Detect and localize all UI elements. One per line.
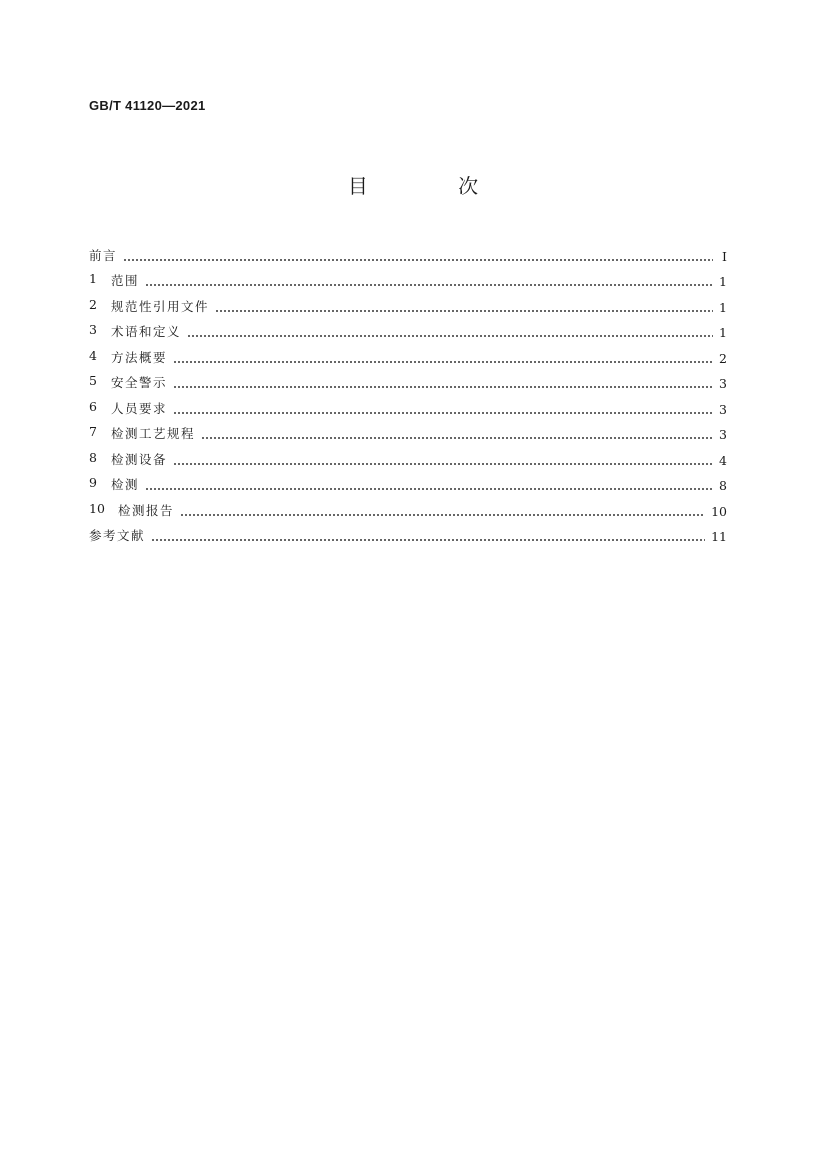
toc-entry-page: Ⅰ: [722, 248, 727, 264]
toc-entry[interactable]: [89, 442, 727, 468]
toc-entry-label: [89, 271, 139, 289]
toc-entry-label: [89, 475, 139, 493]
toc-entry-label: [89, 450, 167, 468]
toc-entry-number: 9: [89, 475, 97, 490]
toc-entry[interactable]: [89, 519, 727, 545]
toc-entry-number: 10: [89, 500, 105, 516]
toc-entry-label: [89, 501, 174, 519]
toc-entry-page: 1: [719, 274, 727, 289]
toc-entry-text: 规范性引用文件: [111, 298, 210, 314]
toc-leader-dots: [187, 335, 713, 337]
toc-entry-text: 前言: [89, 247, 118, 263]
toc-entry[interactable]: [89, 493, 727, 519]
toc-entry-text: 人员要求: [111, 400, 168, 416]
toc-entry-label: [89, 348, 167, 366]
toc-entry-text: 参考文献: [89, 528, 146, 543]
document-code: GB/T 41120—2021: [89, 98, 206, 113]
toc-entry-text: 检测设备: [111, 451, 168, 467]
toc-entry[interactable]: [89, 340, 727, 366]
toc-entry-label: [89, 526, 145, 544]
toc-entry-page: 4: [719, 452, 727, 468]
toc-entry-text: 检测报告: [118, 502, 175, 518]
toc-leader-dots: [151, 539, 705, 541]
toc-entry-number: 4: [89, 347, 97, 363]
toc-leader-dots: [180, 514, 705, 516]
toc-entry-number: 2: [89, 296, 97, 312]
toc-leader-dots: [145, 488, 713, 490]
toc-entry-number: 1: [89, 271, 97, 286]
toc-entry[interactable]: [89, 289, 727, 315]
toc-entry-text: 检测工艺规程: [111, 426, 196, 441]
toc-entry[interactable]: [89, 468, 727, 494]
toc-entry-page: 2: [719, 350, 727, 366]
toc-entry-page: 11: [711, 529, 727, 544]
toc-entry[interactable]: [89, 238, 727, 264]
toc-leader-dots: [173, 463, 713, 465]
toc-entry[interactable]: [89, 391, 727, 417]
toc-entry-number: 5: [89, 373, 97, 388]
toc-leader-dots: [201, 437, 713, 439]
toc-entry-page: 3: [719, 427, 727, 442]
toc-entry-label: [89, 246, 117, 264]
toc-entry[interactable]: [89, 315, 727, 341]
toc-entry[interactable]: [89, 264, 727, 290]
toc-title: 目 次: [347, 174, 521, 198]
table-of-contents: [89, 238, 727, 544]
toc-entry-text: 范围: [111, 273, 140, 288]
toc-entry-number: 8: [89, 449, 97, 465]
toc-entry-label: [89, 297, 209, 315]
toc-entry-page: 8: [719, 478, 727, 493]
toc-entry-text: 术语和定义: [111, 324, 182, 339]
toc-entry-label: [89, 424, 195, 442]
toc-entry-number: 6: [89, 398, 97, 414]
toc-entry-number: 3: [89, 322, 97, 337]
toc-entry-label: [89, 373, 167, 391]
toc-entry-label: [89, 399, 167, 417]
toc-entry-number: 7: [89, 424, 97, 439]
toc-entry-text: 安全警示: [111, 375, 168, 390]
toc-entry-text: 检测: [111, 477, 140, 492]
toc-leader-dots: [173, 412, 713, 414]
toc-entry[interactable]: [89, 417, 727, 443]
toc-leader-dots: [123, 259, 713, 261]
toc-entry-page: 3: [719, 401, 727, 417]
toc-leader-dots: [145, 284, 713, 286]
toc-entry[interactable]: [89, 366, 727, 392]
toc-leader-dots: [173, 361, 713, 363]
toc-entry-text: 方法概要: [111, 349, 168, 365]
toc-leader-dots: [173, 386, 713, 388]
toc-entry-page: 3: [719, 376, 727, 391]
toc-entry-page: 10: [711, 503, 727, 519]
toc-entry-label: [89, 322, 181, 340]
toc-entry-page: 1: [719, 299, 727, 315]
toc-entry-page: 1: [719, 325, 727, 340]
toc-leader-dots: [215, 310, 713, 312]
